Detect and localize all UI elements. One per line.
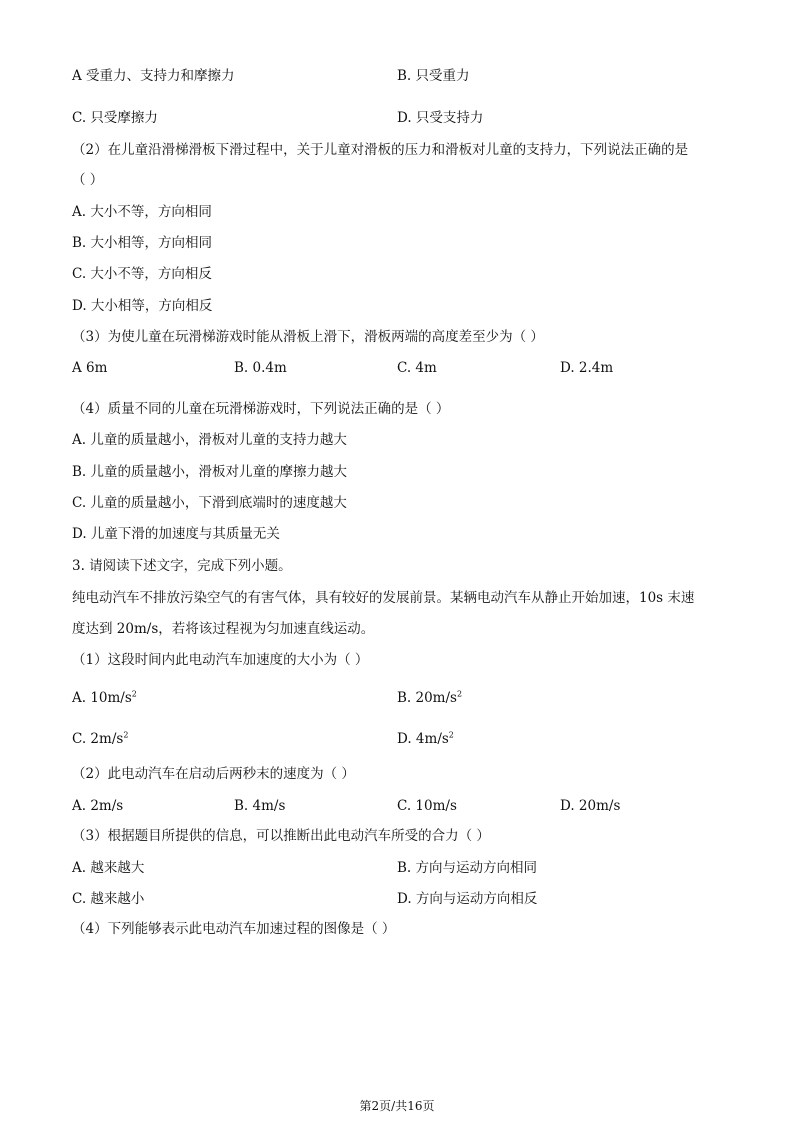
q2-sub3-option-d: D. 2.4m [560, 360, 614, 376]
q3-title: 3. 请阅读下述文字，完成下列小题。 [72, 558, 292, 574]
q3-sub1-option-d: D. $4m/s^2$ [397, 730, 454, 747]
q3-sub4-stem: （4）下列能够表示此电动汽车加速过程的图像是（ ） [72, 921, 396, 937]
q2-sub2-stem-continuation: （ ） [72, 172, 104, 188]
q3-sub2-option-d: D. 20m/s [560, 798, 621, 814]
q2-sub1-option-d: D. 只受支持力 [397, 110, 484, 126]
q2-sub3-stem: （3）为使儿童在玩滑梯游戏时能从滑板上滑下，滑板两端的高度差至少为（ ） [72, 329, 544, 345]
q3-sub2-stem: （2）此电动汽车在启动后两秒末的速度为（ ） [72, 766, 355, 782]
q2-sub4-option-c: C. 儿童的质量越小，下滑到底端时的速度越大 [72, 495, 347, 511]
q2-sub2-stem: （2）在儿童沿滑梯滑板下滑过程中，关于儿童对滑板的压力和滑板对儿童的支持力，下列说法正确的是 [72, 142, 689, 158]
q3-sub2-option-b: B. 4m/s [234, 798, 286, 814]
page-footer: 第2页/共16页 [359, 1099, 435, 1113]
q3-sub1-option-a: A. $10m/s^2$ [72, 689, 137, 706]
q2-sub1-option-b: B. 只受重力 [397, 68, 470, 84]
q3-sub3-option-c: C. 越来越小 [72, 891, 145, 907]
q2-sub2-option-b: B. 大小相等，方向相同 [72, 235, 213, 251]
q3-sub1-stem: （1）这段时间内此电动汽车加速度的大小为（ ） [72, 652, 369, 668]
q3-passage-line-2: 度达到 20m/s，若将该过程视为匀加速直线运动。 [72, 621, 375, 637]
q2-sub1-option-a: A 受重力、支持力和摩擦力 [72, 68, 235, 84]
q2-sub4-stem: （4）质量不同的儿童在玩滑梯游戏时，下列说法正确的是（ ） [72, 401, 450, 417]
q2-sub2-option-a: A. 大小不等，方向相同 [72, 204, 212, 220]
q3-passage-line-1: 纯电动汽车不排放污染空气的有害气体，具有较好的发展前景。某辆电动汽车从静止开始加速，10s 末速 [72, 590, 695, 606]
q3-sub3-stem: （3）根据题目所提供的信息，可以推断出此电动汽车所受的合力（ ） [72, 828, 490, 844]
q2-sub2-option-d: D. 大小相等，方向相反 [72, 298, 213, 314]
q2-sub2-option-c: C. 大小不等，方向相反 [72, 266, 212, 282]
q3-sub3-option-d: D. 方向与运动方向相反 [397, 891, 538, 907]
q3-sub2-option-a: A. 2m/s [72, 798, 124, 814]
q3-sub1-option-c: C. $2m/s^2$ [72, 730, 129, 747]
q2-sub1-option-c: C. 只受摩擦力 [72, 110, 158, 126]
q3-sub2-option-c: C. 10m/s [397, 798, 457, 814]
q3-sub3-option-b: B. 方向与运动方向相同 [397, 860, 538, 876]
q2-sub4-option-d: D. 儿童下滑的加速度与其质量无关 [72, 526, 280, 542]
q3-sub1-option-b: B. $20m/s^2$ [397, 689, 463, 706]
q2-sub3-option-c: C. 4m [397, 360, 437, 376]
q2-sub3-option-a: A 6m [72, 360, 108, 376]
q2-sub4-option-b: B. 儿童的质量越小，滑板对儿童的摩擦力越大 [72, 464, 348, 480]
q2-sub3-option-b: B. 0.4m [234, 360, 287, 376]
q3-sub3-option-a: A. 越来越大 [72, 860, 145, 876]
q2-sub4-option-a: A. 儿童的质量越小，滑板对儿童的支持力越大 [72, 432, 347, 448]
